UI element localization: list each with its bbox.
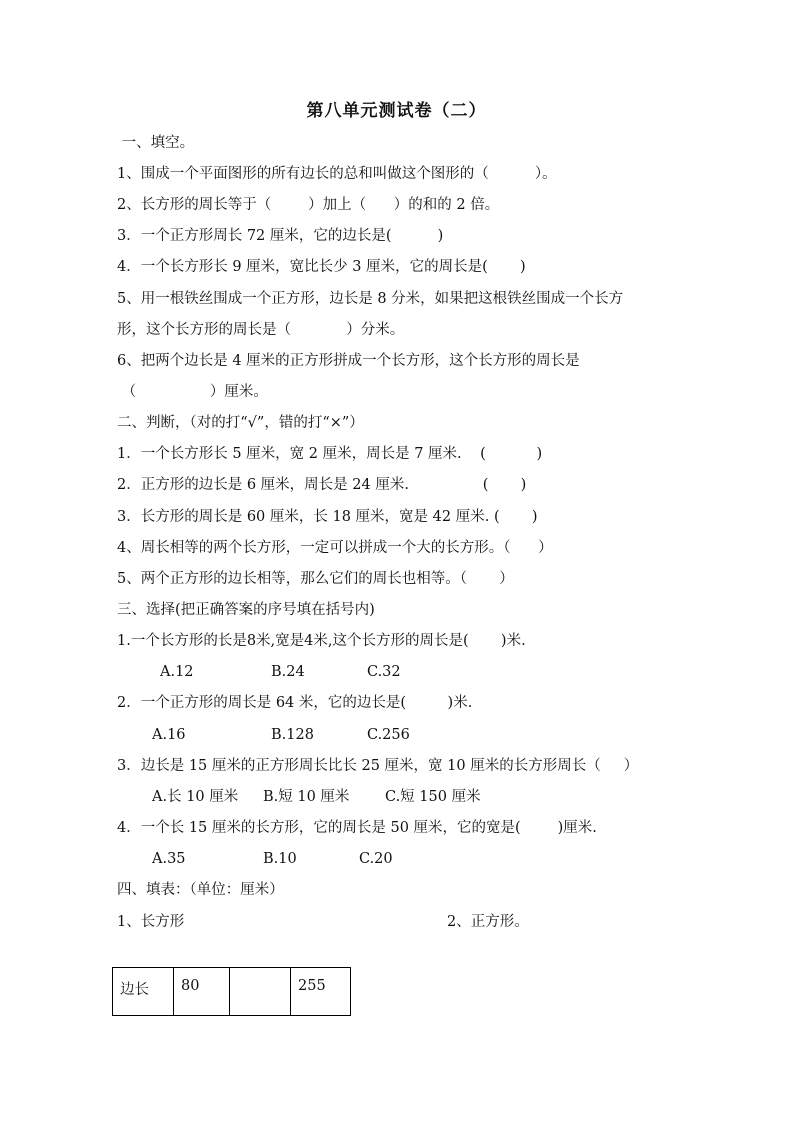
fill-question-1: 1、围成一个平面图形的所有边长的总和叫做这个图形的（ ）。 [117, 166, 557, 182]
section-2-heading: 二、判断，（对的打“√”，错的打“×”） [117, 415, 364, 431]
judge-question-1: 1．一个长方形长 5 厘米，宽 2 厘米，周长是 7 厘米. ( ) [117, 446, 543, 462]
choice-2-option-c: C.256 [367, 727, 410, 743]
choice-3-option-c: C.短 150 厘米 [385, 789, 481, 805]
section-4-heading: 四、填表：（单位：厘米） [117, 882, 284, 898]
table-cell: 255 [291, 968, 351, 1016]
table-1-label: 1、长方形 [117, 914, 185, 930]
fill-table [112, 967, 351, 1016]
fill-question-5-line-1: 5、用一根铁丝围成一个正方形，边长是 8 分米，如果把这根铁丝围成一个长方 [117, 291, 624, 307]
choice-1-option-a: A.12 [160, 664, 194, 680]
judge-question-5: 5、两个正方形的边长相等，那么它们的周长也相等。（ ） [117, 571, 514, 587]
judge-question-4: 4、周长相等的两个长方形，一定可以拼成一个大的长方形。（ ） [117, 540, 553, 556]
choice-2-option-a: A.16 [152, 727, 186, 743]
fill-question-4: 4．一个长方形长 9 厘米，宽比长少 3 厘米，它的周长是( ) [117, 259, 526, 275]
choice-question-4: 4．一个长 15 厘米的长方形，它的周长是 50 厘米，它的宽是( )厘米. [117, 820, 597, 836]
fill-question-2: 2、长方形的周长等于（ ）加上（ ）的和的 2 倍。 [117, 197, 500, 213]
fill-question-5-line-2: 形，这个长方形的周长是（ ）分米。 [117, 322, 405, 338]
judge-question-2: 2．正方形的边长是 6 厘米，周长是 24 厘米. ( ) [117, 477, 527, 493]
choice-3-option-a: A.长 10 厘米 [152, 789, 239, 805]
choice-4-option-c: C.20 [359, 851, 393, 867]
choice-2-option-b: B.128 [271, 727, 314, 743]
table-cell: 80 [174, 968, 230, 1016]
judge-question-3: 3．长方形的周长是 60 厘米，长 18 厘米，宽是 42 厘米. ( ) [117, 509, 538, 525]
choice-4-option-a: A.35 [152, 851, 186, 867]
fill-question-6-line-1: 6、把两个边长是 4 厘米的正方形拼成一个长方形，这个长方形的周长是 [117, 353, 580, 369]
choice-1-option-b: B.24 [271, 664, 305, 680]
page-title: 第八单元测试卷（二） [306, 101, 487, 121]
table-row [113, 968, 351, 1016]
choice-question-2: 2．一个正方形的周长是 64 米，它的边长是( )米. [117, 695, 473, 711]
choice-4-option-b: B.10 [263, 851, 297, 867]
section-3-heading: 三、选择(把正确答案的序号填在括号内) [117, 602, 375, 618]
table-2-label: 2、正方形。 [447, 914, 529, 930]
fill-question-6-line-2: （ ）厘米。 [117, 384, 268, 400]
choice-question-1: 1.一个长方形的长是8米,宽是4米,这个长方形的周长是( )米. [117, 633, 526, 649]
fill-question-3: 3．一个正方形周长 72 厘米，它的边长是( ) [117, 228, 444, 244]
choice-question-3: 3．边长是 15 厘米的正方形周长比长 25 厘米，宽 10 厘米的长方形周长（ ） [117, 758, 639, 774]
table-cell-header: 边长 [113, 968, 174, 1016]
choice-1-option-c: C.32 [367, 664, 401, 680]
section-1-heading: 一、填空。 [117, 135, 195, 151]
choice-3-option-b: B.短 10 厘米 [263, 789, 350, 805]
table-cell-blank [230, 968, 291, 1016]
